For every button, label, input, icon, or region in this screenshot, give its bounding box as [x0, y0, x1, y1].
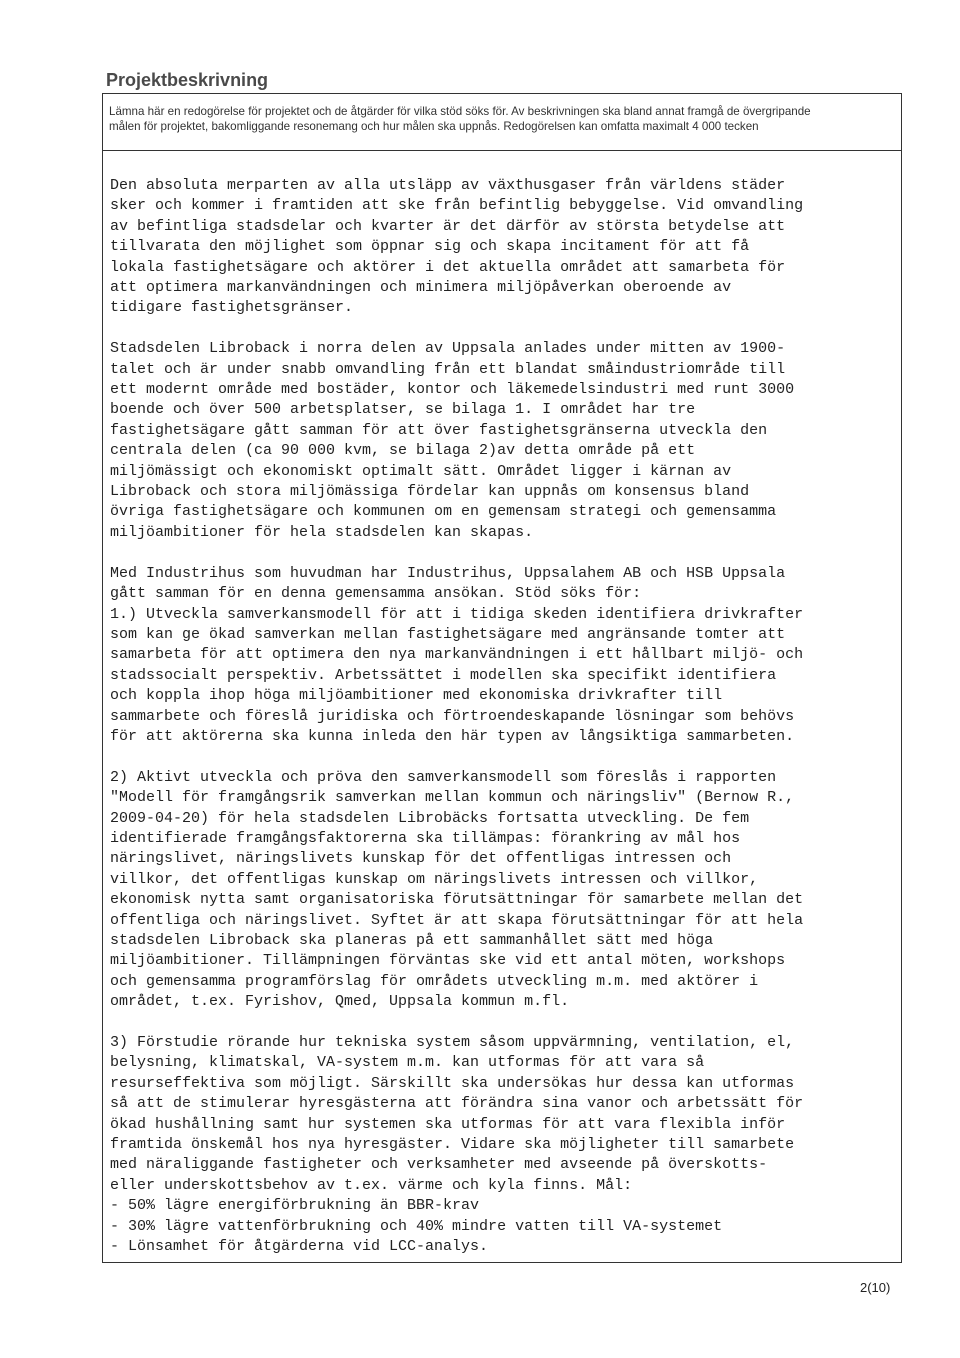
body-line: miljöambitioner för hela stadsdelen kan skapas.	[110, 523, 534, 541]
body-line: sker och kommer i framtiden att ske från befintlig bebyggelse. Vid omvandling	[110, 197, 804, 215]
instructions-line: målen för projektet, bakomliggande resonemang och hur målen ska uppnås. Redogörelsen kan omfatta maximalt 4 000 tecken	[109, 120, 759, 133]
body-line: och gemensamma programförslag för områdets utveckling m.m. med aktörer i	[110, 972, 759, 990]
body-line: stadsdelen Libroback ska planeras på ett sammanhållet sätt med höga	[110, 931, 714, 949]
body-line: fastighetsägare gått samman för att över fastighetsgränserna utveckla den	[110, 421, 768, 439]
body-line: att optimera markanvändningen och minimera miljöpåverkan oberoende av	[110, 279, 732, 297]
body-line: Med Industrihus som huvudman har Industrihus, Uppsalahem AB och HSB Uppsala	[110, 564, 786, 582]
body-line: sammarbete och föreslå juridiska och förtroendeskapande lösningar som behövs	[110, 707, 795, 725]
body-line: näringslivet, näringslivets kunskap för det offentligas intressen och	[110, 850, 732, 868]
body-line: gått samman för en denna gemensamma ansökan. Stöd söks för:	[110, 585, 642, 603]
body-line: ökad hushållning samt hur systemen ska utformas för att vara flexibla inför	[110, 1115, 786, 1133]
body-line: belysning, klimatskal, VA-system m.m. kan utformas för att vara så	[110, 1054, 705, 1072]
body-paragraph	[110, 339, 900, 543]
body-line: centrala delen (ca 90 000 kvm, se bilaga 2)av detta område på ett	[110, 442, 696, 460]
body-line: tillvarata den möjlighet som öppnar sig och skapa incitament för att få	[110, 238, 750, 256]
body-line: - 50% lägre energiförbrukning än BBR-krav	[110, 1197, 480, 1215]
body-line: "Modell för framgångsrik samverkan mellan kommun och näringsliv" (Bernow R.,	[110, 789, 795, 807]
body-line: resurseffektiva som möjligt. Särskillt ska undersökas hur dessa kan utformas	[110, 1074, 795, 1092]
body-paragraph	[110, 1033, 900, 1257]
body-paragraph	[110, 564, 900, 748]
body-paragraph	[110, 768, 900, 1013]
body-line: tidigare fastighetsgränser.	[110, 299, 354, 317]
page-title: Projektbeskrivning	[106, 70, 269, 90]
body-line: offentliga och näringslivet. Syftet är att skapa förutsättningar för att hela	[110, 911, 804, 929]
body-line: - Lönsamhet för åtgärderna vid LCC-analys.	[110, 1238, 489, 1256]
page-number: 2(10)	[860, 1280, 891, 1295]
description-body	[110, 176, 900, 1278]
instructions-line: Lämna här en redogörelse för projektet och de åtgärder för vilka stöd söks för. Av beskrivningen ska bland annat framgå de övergripande	[109, 105, 811, 118]
body-line: med näraliggande fastigheter och verksamheter med avseende på överskotts-	[110, 1156, 768, 1174]
body-line: 3) Förstudie rörande hur tekniska system såsom uppvärmning, ventilation, el,	[110, 1034, 795, 1051]
body-line: och koppla ihop höga miljöambitioner med ekonomiska drivkrafter till	[110, 687, 723, 705]
body-line: övriga fastighetsägare och kommunen om en gemensam strategi och gemensamma	[110, 503, 777, 521]
instructions-text	[103, 94, 901, 151]
body-line: stadssocialt perspektiv. Arbetssättet i modellen ska specifikt identifiera	[110, 666, 777, 684]
body-line: eller underskottsbehov av t.ex. värme och kyla finns. Mål:	[110, 1176, 633, 1194]
body-line: miljömässigt och ekonomiskt optimalt sätt. Området ligger i kärnan av	[110, 462, 732, 480]
body-line: som kan ge ökad samverkan mellan fastighetsägare med angränsande tomter att	[110, 625, 786, 643]
body-line: 1.) Utveckla samverkansmodell för att i tidiga skeden identifiera drivkrafter	[110, 605, 804, 623]
body-line: för att aktörerna ska kunna inleda den här typen av långsiktiga sammarbeten.	[110, 727, 795, 745]
body-line: lokala fastighetsägare och aktörer i det aktuella området att samarbeta för	[110, 258, 786, 276]
body-line: 2) Aktivt utveckla och pröva den samverkansmodell som föreslås i rapporten	[110, 768, 777, 786]
body-line: talet och är under snabb omvandling från ett blandat småindustriområde till	[110, 360, 786, 378]
body-line: framtida önskemål hos nya hyresgäster. Vidare ska möjligheter till samarbete	[110, 1136, 795, 1154]
body-paragraph	[110, 176, 900, 319]
body-line: av befintliga stadsdelar och kvarter är det därför av största betydelse att	[110, 217, 786, 235]
body-line: boende och över 500 arbetsplatser, se bilaga 1. I området har tre	[110, 401, 696, 419]
body-line: identifierade framgångsfaktorerna ska tillämpas: förankring av mål hos	[110, 829, 741, 847]
body-line: samarbeta för att optimera den nya markanvändningen i ett hållbart miljö- och	[110, 646, 804, 664]
body-line: ett modernt område med bostäder, kontor och läkemedelsindustri med runt 3000	[110, 381, 795, 399]
body-line: Libroback och stora miljömässiga fördelar kan uppnås om konsensus bland	[110, 483, 750, 501]
body-line: - 30% lägre vattenförbrukning och 40% mindre vatten till VA-systemet	[110, 1217, 723, 1235]
project-description-box	[102, 93, 902, 1263]
body-line: området, t.ex. Fyrishov, Qmed, Uppsala kommun m.fl.	[110, 993, 570, 1011]
body-line: Stadsdelen Libroback i norra delen av Uppsala anlades under mitten av 1900-	[110, 340, 786, 358]
body-line: så att de stimulerar hyresgästerna att förändra sina vanor och arbetssätt för	[110, 1095, 804, 1113]
body-line: miljöambitioner. Tillämpningen förväntas ske vid ett antal möten, workshops	[110, 952, 786, 970]
body-line: 2009-04-20) för hela stadsdelen Librobäcks fortsatta utveckling. De fem	[110, 809, 750, 827]
body-line: Den absoluta merparten av alla utsläpp av växthusgaser från världens städer	[110, 177, 786, 194]
body-line: villkor, det offentligas kunskap om näringslivets intressen och villkor,	[110, 870, 759, 888]
body-line: ekonomisk nytta samt organisatoriska förutsättningar för samarbete mellan det	[110, 891, 804, 909]
